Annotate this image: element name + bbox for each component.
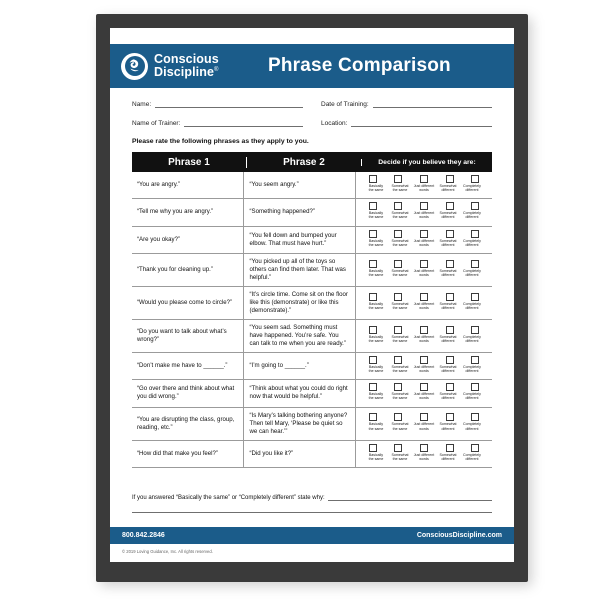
rating-scale-label-text: Somewhat the same xyxy=(391,422,409,431)
rating-checkbox-4[interactable] xyxy=(438,383,462,391)
rating-scale-label-2 xyxy=(388,268,412,277)
rating-scale-label-1 xyxy=(364,421,388,430)
phrase1-cell: “Don’t make me have to ______.” xyxy=(137,362,228,370)
rating-checkbox-5[interactable] xyxy=(463,413,487,421)
checkbox[interactable] xyxy=(369,293,377,301)
rating-scale-label-4 xyxy=(436,268,460,277)
rating-scale-label-5 xyxy=(460,452,484,461)
rating-checkbox-3[interactable] xyxy=(412,202,436,210)
rating-scale-label-text: Completely different xyxy=(463,365,481,374)
checkbox[interactable] xyxy=(446,356,454,364)
checkbox[interactable] xyxy=(446,293,454,301)
form-fields xyxy=(132,100,492,138)
rating-scale-label-text: Somewhat the same xyxy=(391,211,409,220)
rating-cell xyxy=(355,254,492,286)
rating-checkbox-2[interactable] xyxy=(386,260,410,268)
phrase1-cell: “Would you please come to circle?” xyxy=(137,298,233,306)
rating-checkbox-1[interactable] xyxy=(361,444,385,452)
rating-checkbox-1[interactable] xyxy=(361,326,385,334)
rating-scale-label-1 xyxy=(364,183,388,192)
rating-checkbox-2[interactable] xyxy=(386,444,410,452)
rating-checkbox-4[interactable] xyxy=(438,202,462,210)
rating-scale-label-4 xyxy=(436,334,460,343)
rating-checkbox-2[interactable] xyxy=(386,326,410,334)
rating-scale-label-2 xyxy=(388,391,412,400)
rating-scale-label-text: Somewhat different xyxy=(439,238,457,247)
checkbox[interactable] xyxy=(420,260,428,268)
rating-checkbox-4[interactable] xyxy=(438,230,462,238)
rating-scale-label-2 xyxy=(388,364,412,373)
checkbox[interactable] xyxy=(369,202,377,210)
checkbox[interactable] xyxy=(394,230,402,238)
rating-cell xyxy=(355,353,492,379)
rating-scale-label-text: Basically the same xyxy=(368,211,384,220)
rating-checkbox-5[interactable] xyxy=(463,202,487,210)
rating-scale-label-4 xyxy=(436,210,460,219)
name-input-line[interactable] xyxy=(155,100,303,108)
rating-scale-label-text: Just different words xyxy=(413,365,435,374)
checkbox[interactable] xyxy=(369,444,377,452)
rating-scale-label-4 xyxy=(436,364,460,373)
checkbox[interactable] xyxy=(369,413,377,421)
rating-checkbox-2[interactable] xyxy=(386,293,410,301)
brand-logo xyxy=(110,53,219,80)
rating-scale-label-text: Somewhat different xyxy=(439,211,457,220)
rating-checkbox-4[interactable] xyxy=(438,444,462,452)
rating-scale-label-2 xyxy=(388,183,412,192)
footer-copyright: © 2019 Loving Guidance, Inc. All rights reserved. xyxy=(122,549,213,554)
table-row xyxy=(132,227,492,254)
name-field[interactable] xyxy=(132,100,303,108)
rating-scale-label-text: Basically the same xyxy=(368,301,384,310)
rating-scale-label-1 xyxy=(364,268,388,277)
phrase-comparison-table xyxy=(132,152,492,468)
rating-scale-label-text: Basically the same xyxy=(368,392,384,401)
rating-scale-label-4 xyxy=(436,238,460,247)
rating-scale-label-3 xyxy=(412,183,436,192)
rating-scale-label-1 xyxy=(364,210,388,219)
rating-scale-label-2 xyxy=(388,238,412,247)
rating-scale-legend xyxy=(360,364,488,376)
checkbox[interactable] xyxy=(369,326,377,334)
rating-scale-label-text: Completely different xyxy=(463,268,481,277)
rating-cell xyxy=(355,380,492,406)
rating-scale-label-5 xyxy=(460,301,484,310)
rating-scale-label-text: Completely different xyxy=(463,422,481,431)
rating-checkbox-3[interactable] xyxy=(412,444,436,452)
rating-checkbox-1[interactable] xyxy=(361,260,385,268)
checkbox[interactable] xyxy=(446,230,454,238)
checkbox[interactable] xyxy=(420,326,428,334)
checkbox[interactable] xyxy=(446,326,454,334)
rating-scale-legend xyxy=(360,452,488,464)
checkbox[interactable] xyxy=(446,175,454,183)
rating-scale-label-5 xyxy=(460,421,484,430)
phrase2-cell: “Did you like it?” xyxy=(243,441,355,467)
phrase2-cell: “You seem sad. Something must have happened. You’re safe. You can talk to me when you are ready.” xyxy=(243,320,355,352)
brand-trademark: ® xyxy=(214,66,219,73)
phrase2-cell: “Is Mary’s talking bothering anyone? Then tell Mary, ‘Please be quiet so we can hear.’” xyxy=(243,408,355,440)
rating-scale-label-text: Somewhat the same xyxy=(391,334,409,343)
phrase2-cell: “I’m going to ______.” xyxy=(243,353,355,379)
checkbox[interactable] xyxy=(369,260,377,268)
checkbox[interactable] xyxy=(420,356,428,364)
rating-cell xyxy=(355,408,492,440)
brand-name xyxy=(154,53,219,79)
rating-scale-label-5 xyxy=(460,268,484,277)
instruction-text: Please rate the following phrases as they apply to you. xyxy=(132,138,309,145)
rating-checkbox-3[interactable] xyxy=(412,383,436,391)
rating-cell xyxy=(355,199,492,225)
rating-scale-label-5 xyxy=(460,334,484,343)
table-row xyxy=(132,441,492,468)
rating-checkbox-5[interactable] xyxy=(463,356,487,364)
rating-scale-label-1 xyxy=(364,452,388,461)
checkbox[interactable] xyxy=(369,383,377,391)
rating-cell xyxy=(355,320,492,352)
brand-name-line2: Discipline xyxy=(154,65,215,79)
rating-scale-legend xyxy=(360,334,488,346)
location-input-line[interactable] xyxy=(351,119,492,127)
rating-scale-legend xyxy=(360,391,488,403)
checkbox[interactable] xyxy=(471,413,479,421)
checkbox[interactable] xyxy=(420,383,428,391)
rating-cell xyxy=(355,441,492,467)
rating-scale-label-text: Completely different xyxy=(463,392,481,401)
checkbox[interactable] xyxy=(420,230,428,238)
rating-scale-label-text: Basically the same xyxy=(368,334,384,343)
rating-scale-label-5 xyxy=(460,364,484,373)
table-row xyxy=(132,380,492,407)
form-field-row xyxy=(132,100,492,108)
rating-checkbox-4[interactable] xyxy=(438,356,462,364)
page-title: Phrase Comparison xyxy=(267,55,451,76)
rating-checkbox-2[interactable] xyxy=(386,230,410,238)
rating-scale-label-3 xyxy=(412,210,436,219)
rating-scale-label-text: Somewhat different xyxy=(439,301,457,310)
rating-scale-label-1 xyxy=(364,364,388,373)
rating-scale-label-text: Somewhat the same xyxy=(391,392,409,401)
rating-checkbox-3[interactable] xyxy=(412,326,436,334)
checkbox[interactable] xyxy=(394,383,402,391)
conscious-discipline-logo-icon xyxy=(121,53,148,80)
checkbox[interactable] xyxy=(471,444,479,452)
rating-checkbox-4[interactable] xyxy=(438,326,462,334)
rating-scale-label-5 xyxy=(460,183,484,192)
checkbox[interactable] xyxy=(471,293,479,301)
table-row xyxy=(132,320,492,353)
rating-scale-label-text: Just different words xyxy=(413,268,435,277)
checkbox[interactable] xyxy=(369,356,377,364)
table-row xyxy=(132,408,492,441)
rating-scale-label-2 xyxy=(388,334,412,343)
rating-checkbox-5[interactable] xyxy=(463,444,487,452)
rating-scale-label-text: Somewhat different xyxy=(439,268,457,277)
phrase1-cell: “Go over there and think about what you did wrong.” xyxy=(137,385,235,401)
rating-scale-label-text: Just different words xyxy=(413,238,435,247)
rating-checkbox-1[interactable] xyxy=(361,356,385,364)
rating-cell xyxy=(355,287,492,319)
phrase2-cell: “You seem angry.” xyxy=(243,172,355,198)
table-row xyxy=(132,199,492,226)
rating-scale-label-3 xyxy=(412,301,436,310)
rating-scale-label-text: Somewhat the same xyxy=(391,184,409,193)
rating-scale-label-text: Completely different xyxy=(463,238,481,247)
checkbox[interactable] xyxy=(394,260,402,268)
rating-scale-legend xyxy=(360,183,488,195)
checkbox[interactable] xyxy=(394,326,402,334)
footer-phone[interactable]: 800.842.2846 xyxy=(122,532,165,539)
answer-input-line-1[interactable] xyxy=(328,493,492,501)
form-field-row xyxy=(132,119,492,127)
rating-scale-label-text: Just different words xyxy=(413,422,435,431)
rating-scale-legend xyxy=(360,421,488,433)
rating-checkbox-3[interactable] xyxy=(412,175,436,183)
document-header xyxy=(110,44,514,88)
rating-checkbox-1[interactable] xyxy=(361,293,385,301)
date-of-training-input-line[interactable] xyxy=(373,100,492,108)
rating-scale-label-text: Somewhat different xyxy=(439,452,457,461)
rating-checkbox-4[interactable] xyxy=(438,293,462,301)
rating-scale-label-text: Basically the same xyxy=(368,238,384,247)
checkbox[interactable] xyxy=(446,413,454,421)
checkbox[interactable] xyxy=(394,444,402,452)
checkbox[interactable] xyxy=(446,383,454,391)
rating-scale-label-text: Somewhat the same xyxy=(391,238,409,247)
rating-checkbox-1[interactable] xyxy=(361,413,385,421)
rating-scale-label-4 xyxy=(436,183,460,192)
checkbox[interactable] xyxy=(420,202,428,210)
phrase2-cell: “Think about what you could do right now that would be helpful.” xyxy=(243,380,355,406)
rating-scale-label-3 xyxy=(412,364,436,373)
column-header-phrase2: Phrase 2 xyxy=(246,157,361,168)
table-body xyxy=(132,172,492,468)
rating-scale-label-text: Just different words xyxy=(413,452,435,461)
checkbox[interactable] xyxy=(471,383,479,391)
rating-checkbox-4[interactable] xyxy=(438,175,462,183)
rating-scale-label-text: Basically the same xyxy=(368,422,384,431)
rating-scale-legend xyxy=(360,210,488,222)
checkbox[interactable] xyxy=(394,356,402,364)
rating-scale-label-text: Completely different xyxy=(463,452,481,461)
column-header-rating: Decide if you believe they are: xyxy=(361,159,492,166)
rating-checkbox-2[interactable] xyxy=(386,202,410,210)
rating-scale-label-text: Somewhat the same xyxy=(391,301,409,310)
rating-scale-label-text: Basically the same xyxy=(368,365,384,374)
checkbox[interactable] xyxy=(471,260,479,268)
rating-scale-label-2 xyxy=(388,210,412,219)
rating-checkbox-3[interactable] xyxy=(412,293,436,301)
rating-checkbox-4[interactable] xyxy=(438,260,462,268)
rating-cell xyxy=(355,172,492,198)
phrase2-cell: “You picked up all of the toys so others can find them later. That was helpful.” xyxy=(243,254,355,286)
rating-scale-label-1 xyxy=(364,334,388,343)
rating-scale-label-text: Just different words xyxy=(413,334,435,343)
checkbox[interactable] xyxy=(471,175,479,183)
rating-scale-legend xyxy=(360,238,488,250)
checkbox[interactable] xyxy=(420,175,428,183)
answer-prompt-label: If you answered “Basically the same” or “Completely different” state why: xyxy=(132,495,325,501)
rating-checkbox-1[interactable] xyxy=(361,202,385,210)
date-of-training-label: Date of Training: xyxy=(321,101,369,108)
name-of-trainer-label: Name of Trainer: xyxy=(132,120,181,127)
phrase2-cell: “You fell down and bumped your elbow. That must have hurt.” xyxy=(243,227,355,253)
phrase1-cell: “You are angry.” xyxy=(137,181,181,189)
rating-checkbox-2[interactable] xyxy=(386,175,410,183)
rating-scale-label-text: Completely different xyxy=(463,184,481,193)
checkbox[interactable] xyxy=(369,175,377,183)
phrase2-cell: “It’s circle time. Come sit on the floor like this (demonstrate) or like this (demonstrate).” xyxy=(243,287,355,319)
rating-scale-label-text: Somewhat different xyxy=(439,334,457,343)
rating-scale-label-text: Basically the same xyxy=(368,184,384,193)
phrase2-cell: “Something happened?” xyxy=(243,199,355,225)
location-label: Location: xyxy=(321,120,348,127)
rating-scale-label-text: Somewhat different xyxy=(439,422,457,431)
checkbox[interactable] xyxy=(394,202,402,210)
rating-checkbox-2[interactable] xyxy=(386,356,410,364)
rating-scale-label-text: Just different words xyxy=(413,184,435,193)
table-header-row xyxy=(132,152,492,172)
rating-scale-label-text: Somewhat the same xyxy=(391,365,409,374)
rating-checkbox-2[interactable] xyxy=(386,383,410,391)
rating-scale-label-text: Just different words xyxy=(413,211,435,220)
phrase1-cell: “Tell me why you are angry.” xyxy=(137,208,214,216)
checkbox[interactable] xyxy=(471,326,479,334)
answer-input-line-2[interactable] xyxy=(132,512,492,513)
phrase1-cell: “How did that make you feel?” xyxy=(137,449,218,457)
rating-scale-label-text: Just different words xyxy=(413,301,435,310)
column-header-phrase1: Phrase 1 xyxy=(168,156,210,168)
location-field[interactable] xyxy=(321,119,492,127)
rating-scale-label-5 xyxy=(460,210,484,219)
rating-scale-label-text: Somewhat different xyxy=(439,184,457,193)
phrase1-cell: “Thank you for cleaning up.” xyxy=(137,265,213,273)
checkbox[interactable] xyxy=(394,175,402,183)
rating-checkbox-3[interactable] xyxy=(412,413,436,421)
rating-scale-legend xyxy=(360,301,488,313)
rating-scale-label-3 xyxy=(412,421,436,430)
name-of-trainer-input-line[interactable] xyxy=(184,119,303,127)
phrase1-cell: “Are you okay?” xyxy=(137,235,181,243)
checkbox[interactable] xyxy=(446,260,454,268)
phrase1-cell: “You are disrupting the class, group, reading, etc.” xyxy=(137,415,235,431)
rating-scale-label-5 xyxy=(460,238,484,247)
rating-scale-label-text: Completely different xyxy=(463,211,481,220)
rating-scale-label-2 xyxy=(388,452,412,461)
rating-scale-label-text: Basically the same xyxy=(368,452,384,461)
checkbox[interactable] xyxy=(394,413,402,421)
rating-scale-label-3 xyxy=(412,452,436,461)
rating-scale-label-1 xyxy=(364,238,388,247)
table-row xyxy=(132,254,492,287)
checkbox[interactable] xyxy=(471,356,479,364)
rating-scale-label-5 xyxy=(460,391,484,400)
rating-scale-label-4 xyxy=(436,301,460,310)
rating-checkbox-5[interactable] xyxy=(463,326,487,334)
rating-scale-label-3 xyxy=(412,391,436,400)
rating-scale-label-text: Somewhat different xyxy=(439,365,457,374)
brand-name-line1: Conscious xyxy=(154,52,219,67)
checkbox[interactable] xyxy=(471,202,479,210)
checkbox[interactable] xyxy=(446,444,454,452)
rating-scale-label-4 xyxy=(436,452,460,461)
rating-scale-label-3 xyxy=(412,238,436,247)
checkbox[interactable] xyxy=(369,230,377,238)
name-label: Name: xyxy=(132,101,152,108)
rating-cell xyxy=(355,227,492,253)
checkbox[interactable] xyxy=(420,444,428,452)
answer-prompt-row xyxy=(132,493,492,501)
rating-checkbox-5[interactable] xyxy=(463,260,487,268)
rating-checkbox-3[interactable] xyxy=(412,356,436,364)
rating-checkbox-3[interactable] xyxy=(412,230,436,238)
rating-scale-label-1 xyxy=(364,301,388,310)
rating-scale-label-text: Just different words xyxy=(413,392,435,401)
rating-scale-label-3 xyxy=(412,268,436,277)
document-footer xyxy=(110,527,514,544)
rating-scale-label-text: Somewhat the same xyxy=(391,268,409,277)
name-of-trainer-field[interactable] xyxy=(132,119,303,127)
rating-scale-label-text: Completely different xyxy=(463,334,481,343)
rating-checkbox-5[interactable] xyxy=(463,293,487,301)
checkbox[interactable] xyxy=(446,202,454,210)
checkbox[interactable] xyxy=(471,230,479,238)
phrase1-cell: “Do you want to talk about what’s wrong?” xyxy=(137,327,227,343)
checkbox[interactable] xyxy=(420,293,428,301)
rating-scale-label-4 xyxy=(436,391,460,400)
rating-checkbox-5[interactable] xyxy=(463,383,487,391)
footer-website[interactable]: ConsciousDiscipline.com xyxy=(416,532,502,539)
table-row xyxy=(132,353,492,380)
rating-checkbox-1[interactable] xyxy=(361,383,385,391)
table-row xyxy=(132,287,492,320)
rating-checkbox-1[interactable] xyxy=(361,230,385,238)
table-row xyxy=(132,172,492,199)
rating-scale-label-2 xyxy=(388,421,412,430)
date-of-training-field[interactable] xyxy=(321,100,492,108)
worksheet-page xyxy=(110,28,514,562)
rating-checkbox-2[interactable] xyxy=(386,413,410,421)
rating-scale-label-4 xyxy=(436,421,460,430)
rating-scale-label-1 xyxy=(364,391,388,400)
rating-scale-label-text: Completely different xyxy=(463,301,481,310)
rating-scale-label-text: Somewhat different xyxy=(439,392,457,401)
rating-scale-label-3 xyxy=(412,334,436,343)
rating-checkbox-3[interactable] xyxy=(412,260,436,268)
rating-scale-label-text: Basically the same xyxy=(368,268,384,277)
rating-checkbox-1[interactable] xyxy=(361,175,385,183)
rating-scale-label-text: Somewhat the same xyxy=(391,452,409,461)
rating-scale-legend xyxy=(360,268,488,280)
rating-checkbox-5[interactable] xyxy=(463,175,487,183)
checkbox[interactable] xyxy=(394,293,402,301)
rating-scale-label-2 xyxy=(388,301,412,310)
checkbox[interactable] xyxy=(420,413,428,421)
rating-checkbox-4[interactable] xyxy=(438,413,462,421)
rating-checkbox-5[interactable] xyxy=(463,230,487,238)
